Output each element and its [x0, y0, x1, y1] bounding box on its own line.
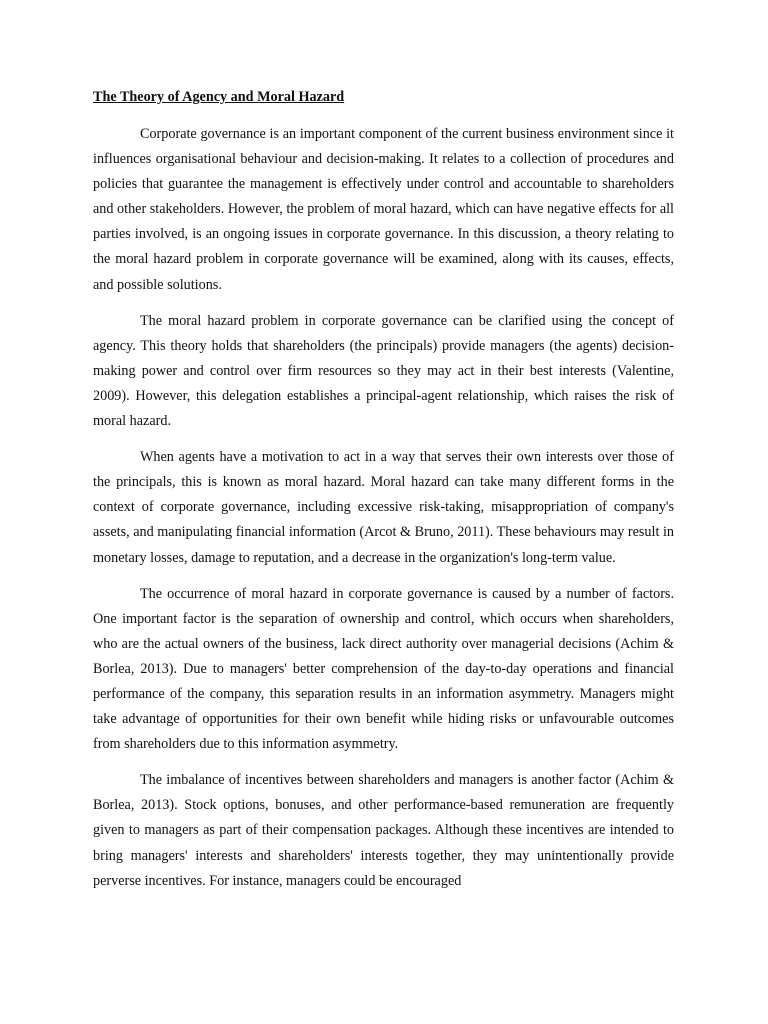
paragraph-1: Corporate governance is an important component of the current business environment since it influences organisational behaviour and decision-making. It relates to a collection of procedures and policies that guarantee the management is effectively under control and accountable to shareholders and other stakeholders. However, the problem of moral hazard, which can have negative effects for all parties involved, is an ongoing issues in corporate governance. In this discussion, a theory relating to the moral hazard problem in corporate governance will be examined, along with its causes, effects, and possible solutions.	[93, 126, 674, 293]
paragraph-4: The occurrence of moral hazard in corporate governance is caused by a number of factors. One important factor is the separation of ownership and control, which occurs when shareholders, who are the actual owners of the business, lack direct authority over managerial decisions (Achim & Borlea, 2013). Due to managers' better comprehension of the day-to-day operations and financial performance of the company, this separation results in an information asymmetry. Managers might take advantage of opportunities for their own benefit while hiding risks or unfavourable outcomes from shareholders due to this information asymmetry.	[93, 585, 674, 753]
paragraph-3: When agents have a motivation to act in a way that serves their own interests over those of the principals, this is known as moral hazard. Moral hazard can take many different forms in the context of corporate governance, including excessive risk-taking, misappropriation of company's assets, and manipulating financial information (Arcot & Bruno, 2011). These behaviours may result in monetary losses, damage to reputation, and a decrease in the organization's long-term value.	[93, 449, 674, 566]
paragraph-2: The moral hazard problem in corporate governance can be clarified using the concept of agency. This theory holds that shareholders (the principals) provide managers (the agents) decision-making power and control over firm resources so they may act in their best interests (Valentine, 2009). However, this delegation establishes a principal-agent relationship, which raises the risk of moral hazard.	[93, 312, 674, 430]
paragraph-5: The imbalance of incentives between shareholders and managers is another factor (Achim & Borlea, 2013). Stock options, bonuses, and other performance-based remuneration are frequently given to managers as part of their compensation packages. Although these incentives are intended to bring managers' interests and shareholders' interests together, they may unintentionally provide perverse incentives. For instance, managers could be encouraged	[93, 772, 674, 889]
document-title: The Theory of Agency and Moral Hazard	[93, 89, 345, 105]
